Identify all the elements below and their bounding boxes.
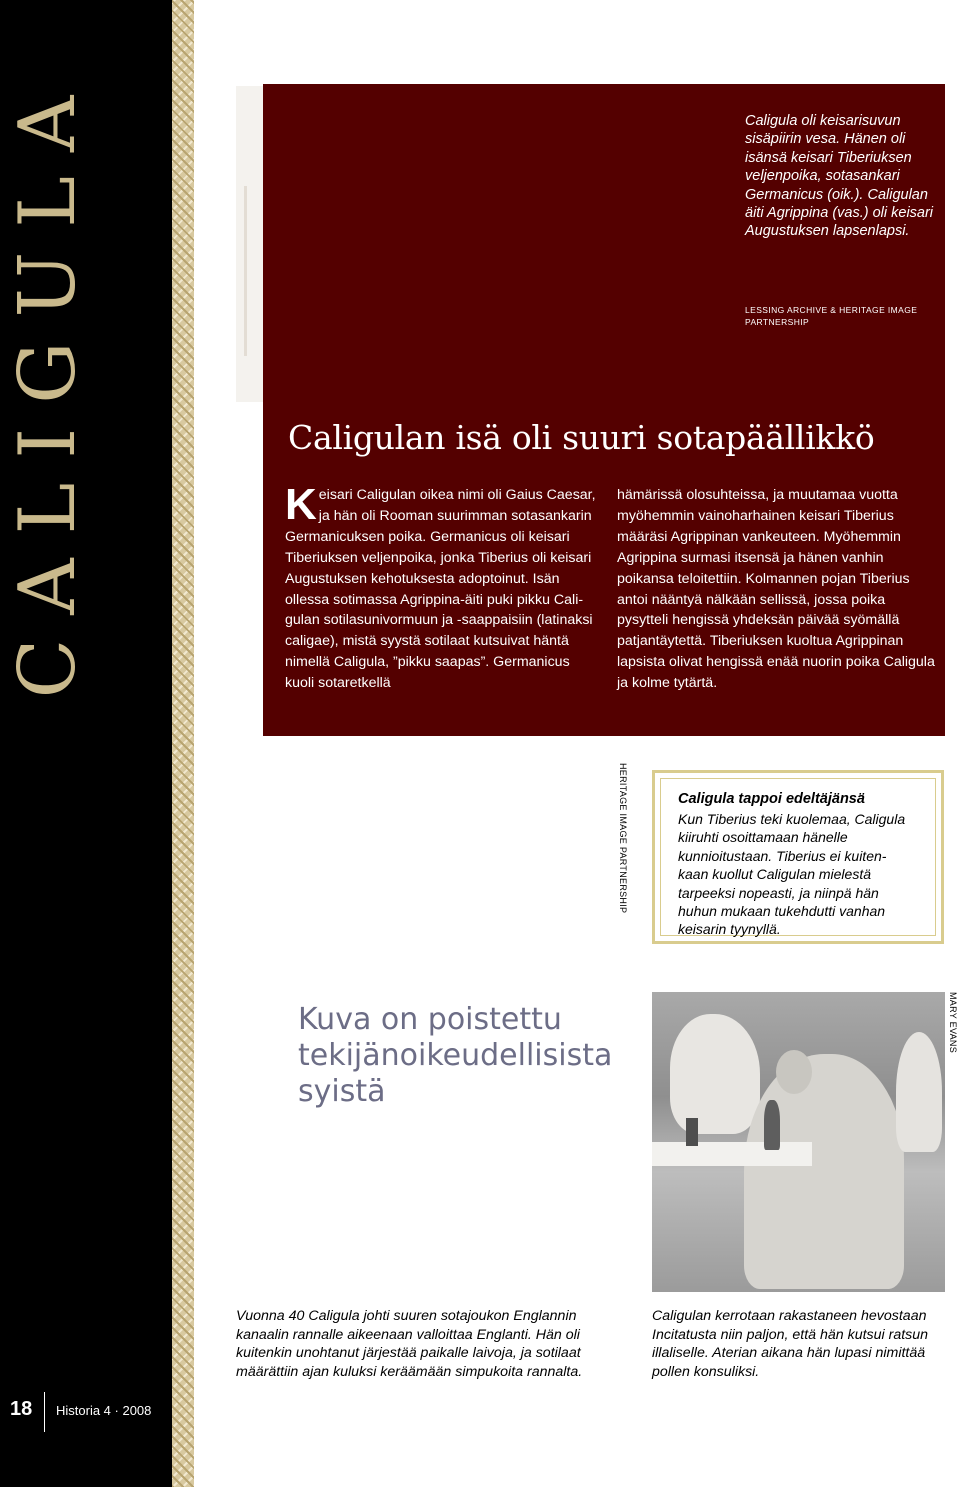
engraving-illustration — [652, 992, 945, 1292]
sidebar — [0, 0, 172, 1487]
column-1-text: eisari Caligulan oikea nimi oli Gaius Caesar, ja hän oli Rooman suurimman sotasankarin Germanicuksen poika. Germanicus oli keisari Tiberiuksen veljenpoika, jonka Tiberius oli keisari Augustuksen kehotuksesta adoptoinut. Isän ollessa sotimassa Agrippina-äiti puki pikku Caligulan sotilasunivormuun ja -saappaisiin (latinaksi caligae), mistä syystä sotilaat kutsuivat häntä nimellä Caligula, ”pikku saapas”. Germanicus kuoli sotaretkellä — [285, 487, 596, 692]
top-photo-caption: Caligula oli keisarisuvun sisäpiirin vesa. Hänen oli isänsä keisari Tiberiuksen veljenpoika, sotasankari Germanicus (oik.). Caligulan äiti Agrippina (vas.) oli keisari Augustuksen lapsenlapsi. — [745, 113, 934, 240]
article-column-2 — [617, 485, 937, 694]
article-column-1 — [285, 480, 597, 694]
drop-cap: K — [285, 480, 317, 529]
vertical-section-title: CALIGULA — [3, 71, 93, 699]
bottom-caption-right: Caligulan kerrotaan rakastaneen hevostaan Incitatusta niin paljon, että hän kutsui ratsun illaliselle. Aterian aikana hän lupasi nimittää pollen konsuliksi. — [652, 1308, 929, 1380]
child-figure — [896, 1032, 942, 1152]
publication-name: Historia 4 · 2008 — [56, 1403, 152, 1418]
figure-head — [776, 1050, 812, 1094]
table-surface — [652, 1142, 812, 1166]
engraving-credit: MARY EVANS — [948, 992, 958, 1054]
top-photo-credit: LESSING ARCHIVE & HERITAGE IMAGE PARTNERSHIP — [745, 305, 918, 327]
page-number: 18 — [10, 1398, 33, 1420]
boxout-text: Kun Tiberius teki kuolemaa, Caligula kiiruhti osoittamaan hänelle kunnioitustaan. Tiberius ei kuitenkaan kuollut Caligulan mielestä tarpeeksi nopeasti, ja niinpä hän huhun mukaan tukehdutti vanhan keisarin tyynyllä. — [678, 811, 906, 938]
article-headline: Caligulan isä oli suuri sotapäällikkö — [288, 418, 875, 457]
column-2-text: hämärissä olosuhteissa, ja muutamaa vuotta myöhemmin vainoharhainen keisari Tiberius määräsi Agrippinan vankeuteen. Myöhemmin Agrippina surmasi itsensä ja hänen vanhin poikansa teloitettiin. Kolmannen pojan Tiberius antoi nääntyä nälkään sellissä, jossa poika pysytteli hengissä yhdeksän päivää syömällä patjantäytettä. Tiberiuksen kuoltua Agrippinan lapsista olivat hengissä enää nuorin poika Caligula ja kolme tytärtä. — [617, 487, 935, 692]
wine-jug — [764, 1100, 780, 1150]
seated-figure — [744, 1054, 904, 1289]
braid-ornament — [172, 0, 194, 1487]
goblet — [686, 1118, 698, 1146]
removed-image-notice: Kuva on poistettu tekijänoikeudellisista syistä — [298, 1002, 613, 1109]
boxout-photo-credit: HERITAGE IMAGE PARTNERSHIP — [618, 763, 628, 914]
horse-figure — [670, 1014, 760, 1134]
boxout-title: Caligula tappoi edeltäjänsä — [678, 791, 865, 807]
portrait-photo-edge — [236, 86, 264, 402]
bottom-caption-left: Vuonna 40 Caligula johti suuren sotajoukon Englannin kanaalin rannalle aikeenaan valloittaa Englanti. Hän oli kuitenkin unohtanut järjestää paikalle laivoja, ja sotilaat määrättiin ajan kuluksi keräämään simpukoita rannalta. — [236, 1308, 583, 1380]
folio-divider — [44, 1392, 45, 1432]
